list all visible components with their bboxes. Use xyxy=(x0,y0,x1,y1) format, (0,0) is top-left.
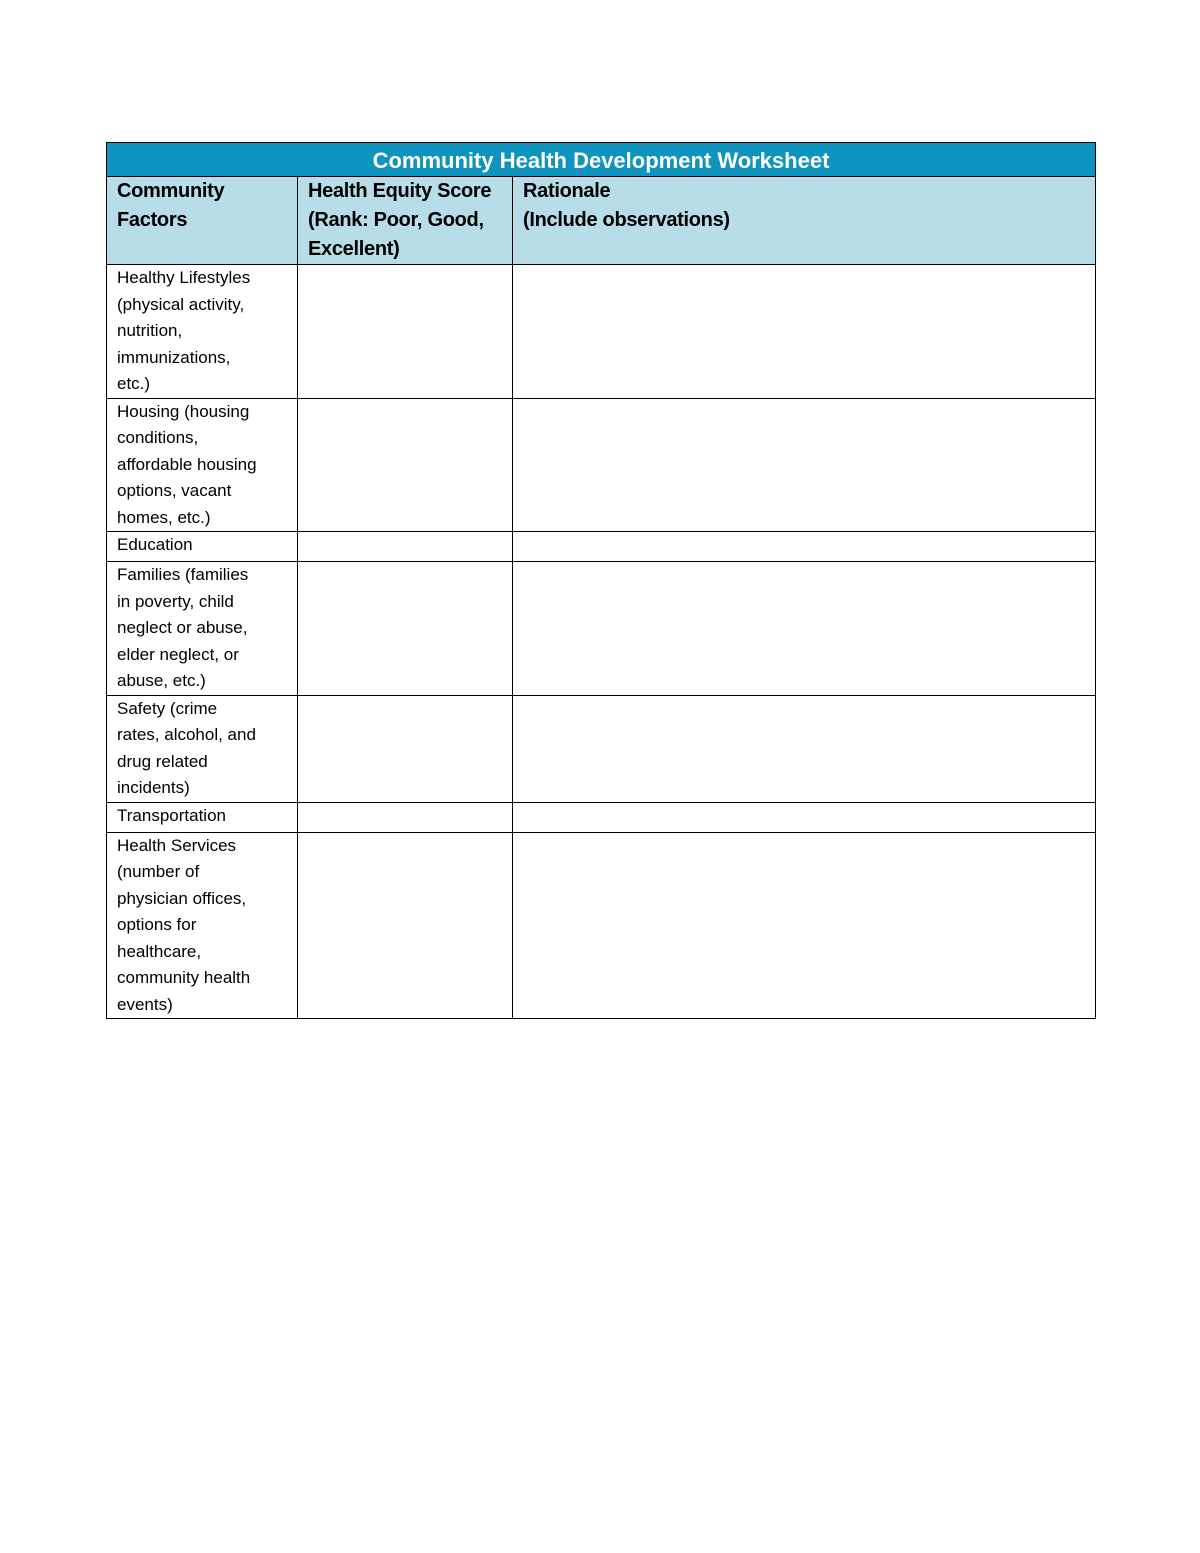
header-row xyxy=(107,177,1096,265)
factor-cell: Health Services (number of physician offices, options for healthcare, community health events) xyxy=(107,832,298,1019)
header-health-equity-score: Health Equity Score (Rank: Poor, Good, Excellent) xyxy=(298,177,513,265)
factor-cell: Families (families in poverty, child neglect or abuse, elder neglect, or abuse, etc.) xyxy=(107,562,298,696)
table-row xyxy=(107,562,1096,696)
table-row xyxy=(107,802,1096,832)
table-row xyxy=(107,832,1096,1019)
worksheet-title: Community Health Development Worksheet xyxy=(107,143,1096,177)
rationale-cell[interactable] xyxy=(513,265,1096,399)
factor-cell: Education xyxy=(107,532,298,562)
score-cell[interactable] xyxy=(298,265,513,399)
score-cell[interactable] xyxy=(298,695,513,802)
score-cell[interactable] xyxy=(298,532,513,562)
table-row xyxy=(107,398,1096,532)
rationale-cell[interactable] xyxy=(513,832,1096,1019)
worksheet-table xyxy=(106,142,1096,1019)
header-rationale: Rationale (Include observations) xyxy=(513,177,1096,265)
table-row xyxy=(107,695,1096,802)
rationale-cell[interactable] xyxy=(513,562,1096,696)
score-cell[interactable] xyxy=(298,398,513,532)
rationale-cell[interactable] xyxy=(513,802,1096,832)
rationale-cell[interactable] xyxy=(513,532,1096,562)
factor-cell: Healthy Lifestyles (physical activity, nutrition, immunizations, etc.) xyxy=(107,265,298,399)
rationale-cell[interactable] xyxy=(513,695,1096,802)
score-cell[interactable] xyxy=(298,562,513,696)
table-row xyxy=(107,265,1096,399)
score-cell[interactable] xyxy=(298,802,513,832)
factor-cell: Transportation xyxy=(107,802,298,832)
factor-cell: Safety (crime rates, alcohol, and drug related incidents) xyxy=(107,695,298,802)
factor-cell: Housing (housing conditions, affordable housing options, vacant homes, etc.) xyxy=(107,398,298,532)
score-cell[interactable] xyxy=(298,832,513,1019)
rationale-cell[interactable] xyxy=(513,398,1096,532)
title-row xyxy=(107,143,1096,177)
table-row xyxy=(107,532,1096,562)
header-community-factors: Community Factors xyxy=(107,177,298,265)
